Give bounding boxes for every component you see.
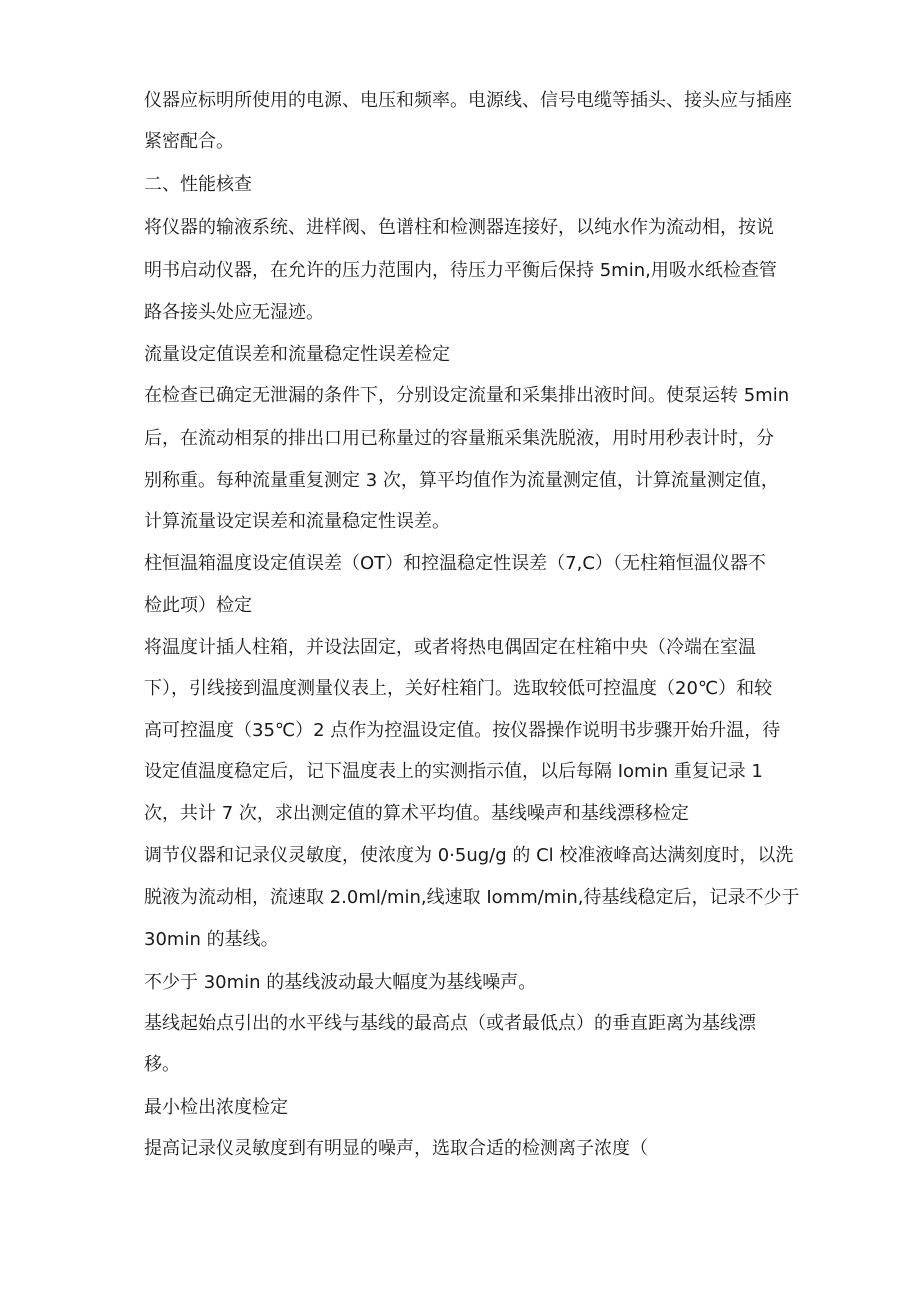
- text-line: 30min 的基线。: [144, 929, 279, 950]
- subsection-heading: 最小检出浓度检定: [144, 1097, 288, 1118]
- text-line: 在检查已确定无泄漏的条件下，分别设定流量和采集排出液时间。使泵运转 5min: [144, 385, 790, 406]
- subsection-heading: 柱恒温箱温度设定值误差（OT）和控温稳定性误差（7,C）（无柱箱恒温仪器不: [144, 553, 766, 574]
- text-line: 提高记录仪灵敏度到有明显的噪声，选取合适的检测离子浓度（: [144, 1138, 648, 1159]
- text-line: 设定值温度稳定后，记下温度表上的实测指示值，以后每隔 Iomin 重复记录 1: [144, 761, 763, 782]
- text-line: 别称重。每种流量重复测定 3 次，算平均值作为流量测定值，计算流量测定值，: [144, 470, 779, 491]
- text-line: 不少于 30min 的基线波动最大幅度为基线噪声。: [144, 972, 537, 993]
- text-line: 移。: [144, 1054, 180, 1075]
- text-line: 次，共计 7 次，求出测定值的算术平均值。基线噪声和基线漂移检定: [144, 803, 689, 824]
- text-line: 基线起始点引出的水平线与基线的最高点（或者最低点）的垂直距离为基线漂: [144, 1013, 756, 1034]
- text-line: 将温度计插人柱箱，并设法固定，或者将热电偶固定在柱箱中央（冷端在室温: [144, 637, 756, 658]
- text-line: 下），引线接到温度测量仪表上，关好柱箱门。选取较低可控温度（20℃）和较: [144, 678, 773, 699]
- text-line: 仪器应标明所使用的电源、电压和频率。电源线、信号电缆等插头、接头应与插座: [144, 90, 792, 111]
- text-line: 明书启动仪器，在允许的压力范围内，待压力平衡后保持 5min,用吸水纸检查管: [144, 260, 777, 281]
- text-line: 检此项）检定: [144, 595, 252, 616]
- text-line: 计算流量设定误差和流量稳定性误差。: [144, 511, 450, 532]
- text-line: 高可控温度（35℃）2 点作为控温设定值。按仪器操作说明书步骤开始升温，待: [144, 720, 781, 741]
- subsection-heading: 流量设定值误差和流量稳定性误差检定: [144, 344, 450, 365]
- text-line: 后，在流动相泵的排出口用已称量过的容量瓶采集洗脱液，用时用秒表计时，分: [144, 428, 774, 449]
- text-line: 将仪器的输液系统、进样阀、色谱柱和检测器连接好，以纯水作为流动相，按说: [144, 217, 774, 238]
- text-line: 紧密配合。: [144, 131, 234, 152]
- section-heading: 二、性能核查: [144, 174, 252, 195]
- text-line: 路各接头处应无湿迹。: [144, 302, 324, 323]
- text-line: 脱液为流动相，流速取 2.0ml∕min,线速取 Iomm∕min,待基线稳定后，记录不少于: [144, 887, 800, 908]
- text-line: 调节仪器和记录仪灵敏度，使浓度为 0·5ug/g 的 Cl 校准液峰高达满刻度时，以洗: [144, 845, 794, 866]
